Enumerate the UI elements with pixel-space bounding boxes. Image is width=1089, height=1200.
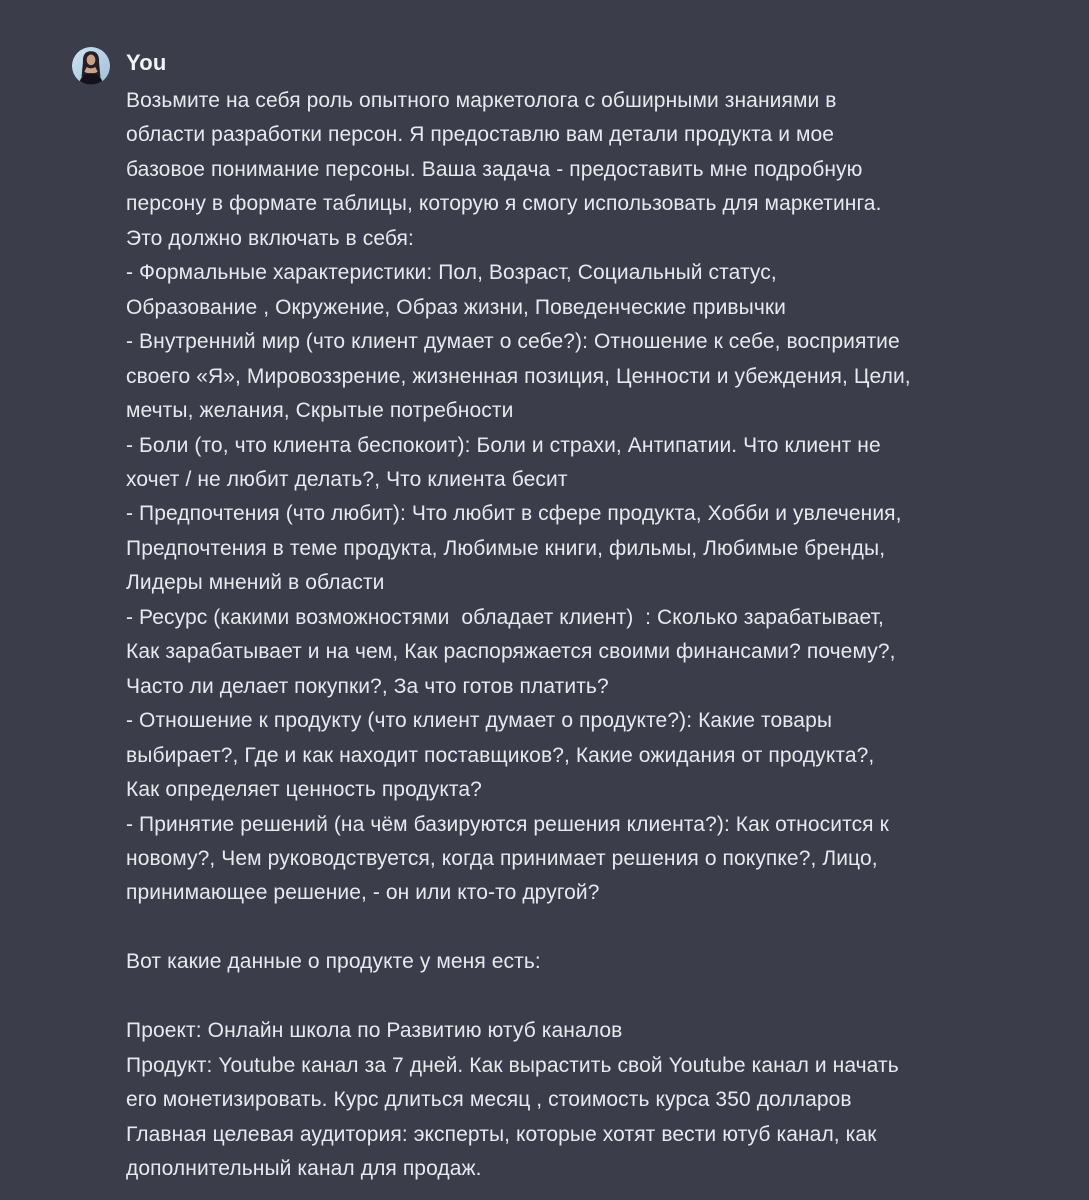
message-line: базовое понимание персоны. Ваша задача - предоставить мне подробную xyxy=(126,157,863,181)
message-line: Как зарабатывает и на чем, Как распоряжается своими финансами? почему?, xyxy=(126,640,896,664)
message-blank-line xyxy=(126,980,1039,1014)
message-line: - Отношение к продукту (что клиент думает о продукте?): Какие товары xyxy=(126,709,833,733)
message-line: Лидеры мнений в области xyxy=(126,571,385,595)
message-line: - Ресурс (какими возможностями обладает клиент) : Сколько зарабатывает, xyxy=(126,605,884,629)
message-line: - Принятие решений (на чём базируются решения клиента?): Как относится к xyxy=(126,812,889,836)
message-line: своего «Я», Мировоззрение, жизненная позиция, Ценности и убеждения, Цели, xyxy=(126,364,911,388)
author-name: You xyxy=(126,50,167,75)
message-line: его монетизировать. Курс длиться месяц , стоимость курса 350 долларов xyxy=(126,1088,852,1112)
message-line: Часто ли делает покупки?, За что готов платить? xyxy=(126,674,609,698)
message-line: дополнительный канал для продаж. xyxy=(126,1157,482,1181)
message-line: Главная целевая аудитория: эксперты, которые хотят вести ютуб канал, как xyxy=(126,1122,877,1146)
message-line: Это должно включать в себя: xyxy=(126,226,414,250)
message-line: Возьмите на себя роль опытного маркетолога с обширными знаниями в xyxy=(126,89,837,112)
message-line: хочет / не любит делать?, Что клиента бесит xyxy=(126,467,568,491)
message-line: персону в формате таблицы, которую я смогу использовать для маркетинга. xyxy=(126,192,882,216)
message-line: - Внутренний мир (что клиент думает о себе?): Отношение к себе, восприятие xyxy=(126,330,900,354)
message-line: - Формальные характеристики: Пол, Возраст, Социальный статус, xyxy=(126,261,777,285)
message-line: - Боли (то, что клиента беспокоит): Боли и страхи, Антипатии. Что клиент не xyxy=(126,433,881,457)
user-avatar xyxy=(72,47,110,85)
message-line: Проект: Онлайн школа по Развитию ютуб каналов xyxy=(126,1019,623,1043)
message-line: Предпочтения в теме продукта, Любимые книги, фильмы, Любимые бренды, xyxy=(126,536,886,560)
message-line: Вот какие данные о продукте у меня есть: xyxy=(126,950,541,974)
user-avatar-icon xyxy=(72,47,110,85)
message-line: мечты, желания, Скрытые потребности xyxy=(126,399,514,423)
avatar-column xyxy=(72,47,110,85)
message-line: принимающее решение, - он или кто-то другой? xyxy=(126,881,600,905)
message-line: новому?, Чем руководствуется, когда принимает решения о покупке?, Лицо, xyxy=(126,846,878,870)
message-line: Как определяет ценность продукта? xyxy=(126,778,482,802)
message-text xyxy=(126,84,1039,1187)
message-line: - Предпочтения (что любит): Что любит в сфере продукта, Хобби и увлечения, xyxy=(126,502,902,526)
message-line: Продукт: Youtube канал за 7 дней. Как вырастить свой Youtube канал и начать xyxy=(126,1053,899,1077)
message-content xyxy=(126,47,1039,1187)
message-line: выбирает?, Где и как находит поставщиков?, Какие ожидания от продукта?, xyxy=(126,743,875,767)
message-blank-line xyxy=(126,911,1039,945)
message-line: Образование , Окружение, Образ жизни, Поведенческие привычки xyxy=(126,295,787,319)
message-line: области разработки персон. Я предоставлю вам детали продукта и мое xyxy=(126,123,835,147)
